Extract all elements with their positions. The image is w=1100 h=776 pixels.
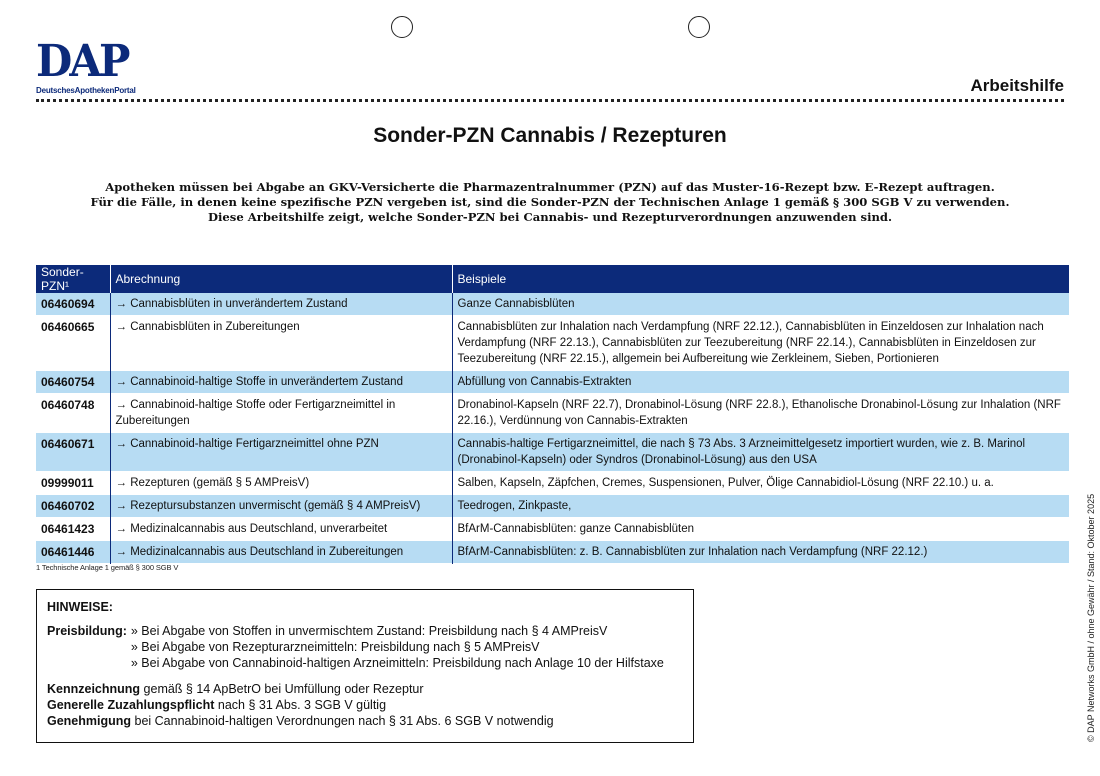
notes-lines: [47, 681, 683, 729]
document-type: Arbeitshilfe: [970, 76, 1064, 95]
dap-logo: [36, 36, 146, 95]
table-row: [36, 518, 1069, 541]
preisbildung-item: » Bei Abgabe von Stoffen in unvermischtem Zustand: Preisbildung nach § 4 AMPreisV: [130, 624, 608, 638]
column-header-pzn: Sonder-PZN¹: [36, 265, 110, 293]
table-row: [36, 541, 1069, 564]
sonder-pzn-table: [36, 265, 1069, 564]
intro-line-1: Apotheken müssen bei Abgabe an GKV-Versicherte die Pharmazentralnummer (PZN) auf das Muster-16-Rezept bzw. E-Rezept auftragen.: [105, 180, 995, 194]
notes-box: [36, 589, 694, 743]
pzn-cell: 06461423: [36, 518, 110, 541]
preisbildung-list: [131, 623, 664, 671]
pzn-cell: 06460671: [36, 433, 110, 472]
pzn-cell: 06461446: [36, 541, 110, 564]
preisbildung-label: Preisbildung:: [47, 624, 127, 638]
abrechnung-cell: → Cannabinoid-haltige Fertigarzneimittel ohne PZN: [110, 433, 452, 472]
abrechnung-cell: → Cannabinoid-haltige Stoffe oder Fertigarzneimittel in Zubereitungen: [110, 394, 452, 433]
beispiele-cell: Abfüllung von Cannabis-Extrakten: [452, 371, 1069, 394]
table-row: [36, 495, 1069, 518]
column-header-abrechnung: Abrechnung: [110, 265, 452, 293]
beispiele-cell: Ganze Cannabisblüten: [452, 293, 1069, 316]
table-row: [36, 433, 1069, 472]
table-row: [36, 316, 1069, 371]
pzn-cell: 06460754: [36, 371, 110, 394]
pzn-cell: 06460665: [36, 316, 110, 371]
table-row: [36, 371, 1069, 394]
preisbildung-item: » Bei Abgabe von Cannabinoid-haltigen Arzneimitteln: Preisbildung nach Anlage 10 der Hilfstaxe: [130, 656, 664, 670]
beispiele-cell: BfArM-Cannabisblüten: z. B. Cannabisblüten zur Inhalation nach Verdampfung (NRF 22.12.): [452, 541, 1069, 564]
abrechnung-cell: → Cannabisblüten in unverändertem Zustand: [110, 293, 452, 316]
pzn-cell: 06460702: [36, 495, 110, 518]
logo-subtitle: DeutschesApothekenPortal: [36, 86, 136, 95]
abrechnung-cell: → Rezepturen (gemäß § 5 AMPreisV): [110, 472, 452, 495]
pzn-cell: 06460748: [36, 394, 110, 433]
beispiele-cell: BfArM-Cannabisblüten: ganze Cannabisblüten: [457, 523, 695, 535]
note-label: Kennzeichnung: [47, 682, 141, 696]
punch-hole-left: [391, 16, 413, 38]
intro-text: [0, 180, 1100, 225]
page-title: Sonder-PZN Cannabis / Rezepturen: [373, 124, 727, 147]
header-divider: [36, 99, 1064, 102]
abrechnung-cell: → Rezeptursubstanzen unvermischt (gemäß § 4 AMPreisV): [110, 495, 452, 518]
abrechnung-cell: → Medizinalcannabis aus Deutschland in Zubereitungen: [110, 541, 452, 564]
note-label: Genehmigung: [47, 714, 132, 728]
copyright-side-text: © DAP Networks GmbH / ohne Gewähr / Stand: Oktober 2025: [1086, 493, 1096, 742]
logo-mark: DAP: [36, 36, 128, 87]
abrechnung-cell: → Cannabisblüten in Zubereitungen: [110, 316, 452, 371]
abrechnung-cell: → Medizinalcannabis aus Deutschland, unverarbeitet: [110, 518, 452, 541]
beispiele-cell: Cannabisblüten zur Inhalation nach Verdampfung (NRF 22.12.), Cannabisblüten in Einzeldosen zur Inhalation nach Verdampfung (NRF 22.13.), Cannabisblüten zur Teezubereitung (NRF 22.14.), Cannabisblüten in Einzeldosen zur Teezubereitung (NRF 22.15.), allgemein bei Aufbereitung wie Zerkleinem, Sieben, Portionieren: [457, 321, 1044, 365]
footnote: 1 Technische Anlage 1 gemäß § 300 SGB V: [36, 563, 179, 572]
intro-line-3: Diese Arbeitshilfe zeigt, welche Sonder-PZN bei Cannabis- und Rezepturverordnungen anzuwenden sind.: [207, 210, 893, 224]
pzn-cell: 09999011: [36, 472, 110, 495]
column-header-beispiele: Beispiele: [452, 265, 1069, 293]
note-genehmigung: [47, 713, 683, 729]
intro-line-2: Für die Fälle, in denen keine spezifische PZN vergeben ist, sind die Sonder-PZN der Technischen Anlage 1 gemäß § 300 SGB V zu verwenden.: [90, 195, 1010, 209]
notes-title: HINWEISE:: [47, 600, 113, 614]
abrechnung-cell: → Cannabinoid-haltige Stoffe in unverändertem Zustand: [110, 371, 452, 394]
preisbildung-item: » Bei Abgabe von Rezepturarzneimitteln: Preisbildung nach § 5 AMPreisV: [130, 640, 540, 654]
note-text: bei Cannabinoid-haltigen Verordnungen nach § 31 Abs. 6 SGB V notwendig: [131, 714, 554, 728]
table-row: [36, 472, 1069, 495]
pzn-cell: 06460694: [36, 293, 110, 316]
beispiele-cell: Salben, Kapseln, Zäpfchen, Cremes, Suspensionen, Pulver, Ölige Cannabidiol-Lösung (NRF 22.10.) u. a.: [457, 477, 994, 489]
table-row: [36, 293, 1069, 316]
punch-hole-right: [688, 16, 710, 38]
note-text: gemäß § 14 ApBetrO bei Umfüllung oder Rezeptur: [140, 682, 424, 696]
beispiele-cell: Cannabis-haltige Fertigarzneimittel, die nach § 73 Abs. 3 Arzneimittelgesetz importiert wurden, wie z. B. Marinol (Dronabinol-Kapseln) oder Syndros (Dronabinol-Lösung) aus den USA: [452, 433, 1069, 472]
table-header-row: [36, 265, 1069, 293]
beispiele-cell: Dronabinol-Kapseln (NRF 22.7), Dronabinol-Lösung (NRF 22.8.), Ethanolische Dronabinol-Lösung zur Inhalation (NRF 22.16.), Verdünnung von Cannabis-Extrakten: [457, 399, 1061, 427]
beispiele-cell: Teedrogen, Zinkpaste,: [452, 495, 1069, 518]
note-kennzeichnung: [47, 681, 683, 697]
note-zuzahlung: [47, 697, 683, 713]
note-label: Generelle Zuzahlungspflicht: [47, 698, 215, 712]
table-row: [36, 394, 1069, 433]
preisbildung-block: [47, 623, 683, 671]
note-text: nach § 31 Abs. 3 SGB V gültig: [214, 698, 387, 712]
